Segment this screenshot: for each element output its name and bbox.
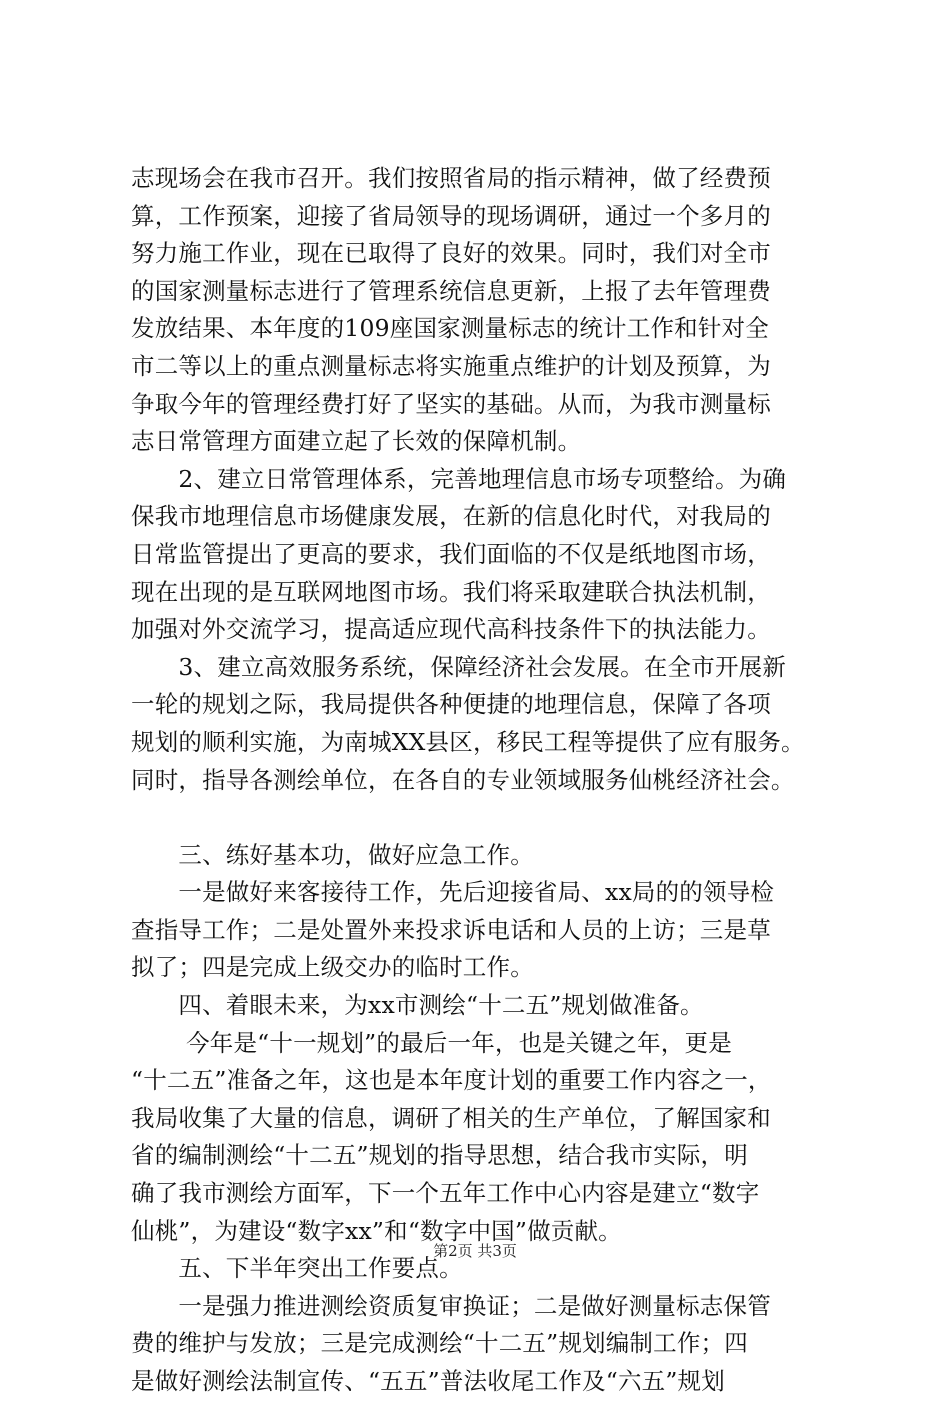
text-line: 仙桃”，为建设“数字xx”和“数字中国”做贡献。: [131, 1216, 622, 1245]
text-line: 三、练好基本功，做好应急工作。: [131, 840, 534, 869]
text-line: 努力施工作业，现在已取得了良好的效果。同时，我们对全市: [131, 239, 771, 268]
text-line: 拟了；四是完成上级交办的临时工作。: [131, 953, 534, 982]
text-line: 同时，指导各测绘单位，在各自的专业领域服务仙桃经济社会。: [131, 765, 795, 794]
text-line: 一是做好来客接待工作，先后迎接省局、xx局的的领导检: [131, 878, 775, 907]
text-line: 算，工作预案，迎接了省局领导的现场调研，通过一个多月的: [131, 201, 771, 230]
text-line: 的国家测量标志进行了管理系统信息更新，上报了去年管理费: [131, 276, 771, 305]
text-line: 2、建立日常管理体系，完善地理信息市场专项整给。为确: [131, 464, 787, 493]
text-line: 加强对外交流学习，提高适应现代高科技条件下的执法能力。: [131, 615, 771, 644]
text-line: 一轮的规划之际，我局提供各种便捷的地理信息，保障了各项: [131, 690, 771, 719]
text-line: 市二等以上的重点测量标志将实施重点维护的计划及预算，为: [131, 351, 771, 380]
text-line: 查指导工作；二是处置外来投求诉电话和人员的上访；三是草: [131, 915, 771, 944]
text-line: 今年是“十一规划”的最后一年，也是关键之年，更是: [131, 1028, 732, 1057]
text-line: 省的编制测绘“十二五”规划的指导思想，结合我市实际，明: [131, 1141, 748, 1170]
text-line: 日常监管提出了更高的要求，我们面临的不仅是纸地图市场，: [131, 539, 771, 568]
text-line: 保我市地理信息市场健康发展，在新的信息化时代，对我局的: [131, 502, 771, 531]
paragraph-spacer: [131, 799, 831, 837]
text-line: 费的维护与发放；三是完成测绘“十二五”规划编制工作；四: [131, 1329, 748, 1358]
text-line: “十二五”准备之年，这也是本年度计划的重要工作内容之一，: [131, 1066, 772, 1095]
text-line: 五、下半年突出工作要点。: [131, 1254, 463, 1283]
text-line: 四、着眼未来，为xx市测绘“十二五”规划做准备。: [131, 991, 704, 1020]
text-line: 争取今年的管理经费打好了坚实的基础。从而，为我市测量标: [131, 389, 771, 418]
page-footer: 第2页 共3页: [433, 1242, 517, 1260]
text-line: 一是强力推进测绘资质复审换证；二是做好测量标志保管: [131, 1291, 771, 1320]
text-line: 我局收集了大量的信息，调研了相关的生产单位，了解国家和: [131, 1103, 771, 1132]
text-line: 发放结果、本年度的109座国家测量标志的统计工作和针对全: [131, 314, 769, 343]
document-body: [131, 160, 831, 1401]
text-line: 是做好测绘法制宣传、“五五”普法收尾工作及“六五”规划: [131, 1367, 725, 1395]
text-line: 志日常管理方面建立起了长效的保障机制。: [131, 427, 582, 456]
text-line: 志现场会在我市召开。我们按照省局的指示精神，做了经费预: [131, 164, 771, 192]
text-line: 3、建立高效服务系统，保障经济社会发展。在全市开展新: [131, 652, 787, 681]
text-line: 现在出现的是互联网地图市场。我们将采取建联合执法机制，: [131, 577, 771, 606]
text-line: 确了我市测绘方面军，下一个五年工作中心内容是建立“数字: [131, 1179, 760, 1208]
text-line: 规划的顺利实施，为南城XX县区，移民工程等提供了应有服务。: [131, 727, 805, 756]
